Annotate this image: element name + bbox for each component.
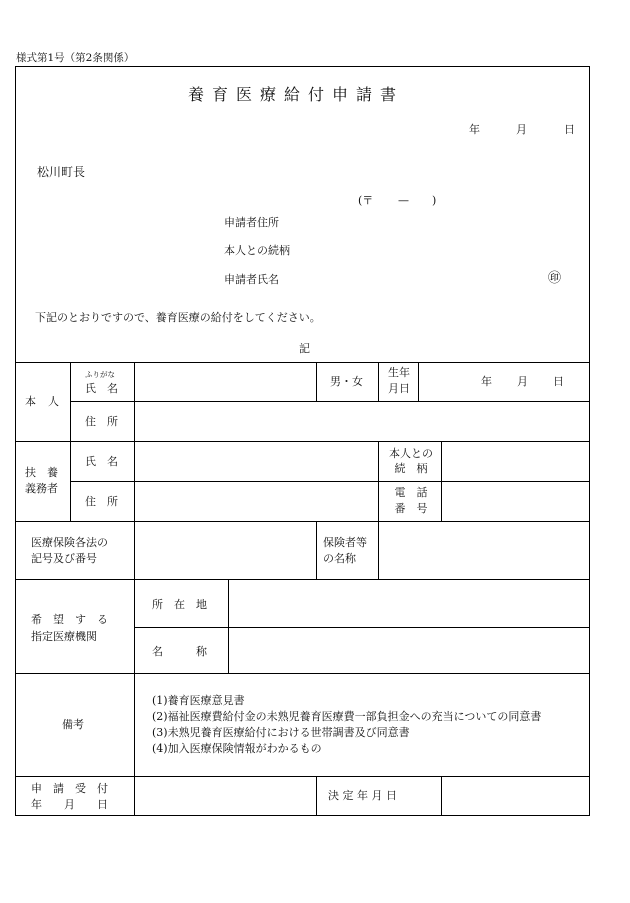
- addressee: 松川町長: [37, 165, 86, 179]
- form-number: 様式第1号（第2条関係）: [16, 52, 135, 64]
- insurer-label-1: 保険者等: [323, 536, 367, 549]
- sex-field: 男・女: [330, 375, 363, 388]
- remarks-item-2: (2)福祉医療費給付金の未熟児養育医療費一部負担金への充当についての同意書: [152, 710, 542, 723]
- received-label-1: 申 請 受 付: [31, 782, 108, 795]
- person-section-1: 本: [25, 395, 36, 408]
- remarks-item-4: (4)加入医療保険情報がわかるもの: [152, 742, 322, 755]
- person-name-label: 氏 名: [85, 382, 118, 395]
- birth-label-1: 生年: [388, 366, 410, 379]
- guardian-name-label: 氏 名: [85, 455, 118, 468]
- applicant-address-label: 申請者住所: [224, 216, 279, 229]
- table-top-line: [16, 362, 589, 363]
- guardian-relation-1: 本人との: [389, 447, 433, 460]
- person-section-2: 人: [48, 395, 59, 408]
- person-address-label: 住 所: [85, 415, 118, 428]
- received-label-2: 年 月 日: [31, 798, 108, 811]
- applicant-relation-label: 本人との続柄: [224, 244, 290, 257]
- institution-name-label: 名 称: [152, 645, 207, 658]
- furigana-label: ふりがな: [85, 370, 115, 379]
- date-day: 日: [564, 123, 575, 136]
- birth-label-2: 月日: [388, 382, 410, 395]
- remarks-item-3: (3)未熟児養育医療給付における世帯調書及び同意書: [152, 726, 410, 739]
- institution-section-1: 希 望 す る: [31, 613, 108, 626]
- ki-label: 記: [299, 342, 310, 355]
- seal-mark: ㊞: [548, 271, 562, 286]
- applicant-name-label: 申請者氏名: [224, 273, 279, 286]
- birth-day: 日: [553, 375, 564, 388]
- institution-location-label: 所 在 地: [152, 598, 207, 611]
- insurance-symbol-1: 医療保険各法の: [31, 536, 108, 549]
- guardian-relation-2: 続 柄: [394, 462, 428, 475]
- remarks-item-1: (1)養育医療意見書: [152, 694, 245, 707]
- postal-close: ): [432, 194, 437, 207]
- guardian-address-label: 住 所: [85, 495, 118, 508]
- remarks-label: 備考: [62, 718, 84, 731]
- date-month: 月: [516, 123, 527, 136]
- insurer-label-2: の名称: [323, 552, 356, 565]
- guardian-phone-1: 電 話: [394, 486, 428, 499]
- application-form: [15, 66, 590, 816]
- guardian-phone-2: 番 号: [394, 502, 428, 515]
- institution-section-2: 指定医療機関: [31, 630, 97, 643]
- date-year: 年: [469, 123, 480, 136]
- guardian-section-1: 扶 養: [25, 466, 58, 479]
- birth-month: 月: [517, 375, 528, 388]
- form-title: 養育医療給付申請書: [188, 85, 405, 104]
- postal-open: (〒: [358, 194, 374, 207]
- request-text: 下記のとおりですので、養育医療の給付をしてください。: [35, 311, 321, 324]
- birth-year: 年: [481, 375, 492, 388]
- decision-date-label: 決 定 年 月 日: [328, 789, 397, 802]
- insurance-symbol-2: 記号及び番号: [31, 552, 97, 565]
- postal-dash: —: [398, 194, 409, 207]
- guardian-section-2: 義務者: [25, 482, 58, 495]
